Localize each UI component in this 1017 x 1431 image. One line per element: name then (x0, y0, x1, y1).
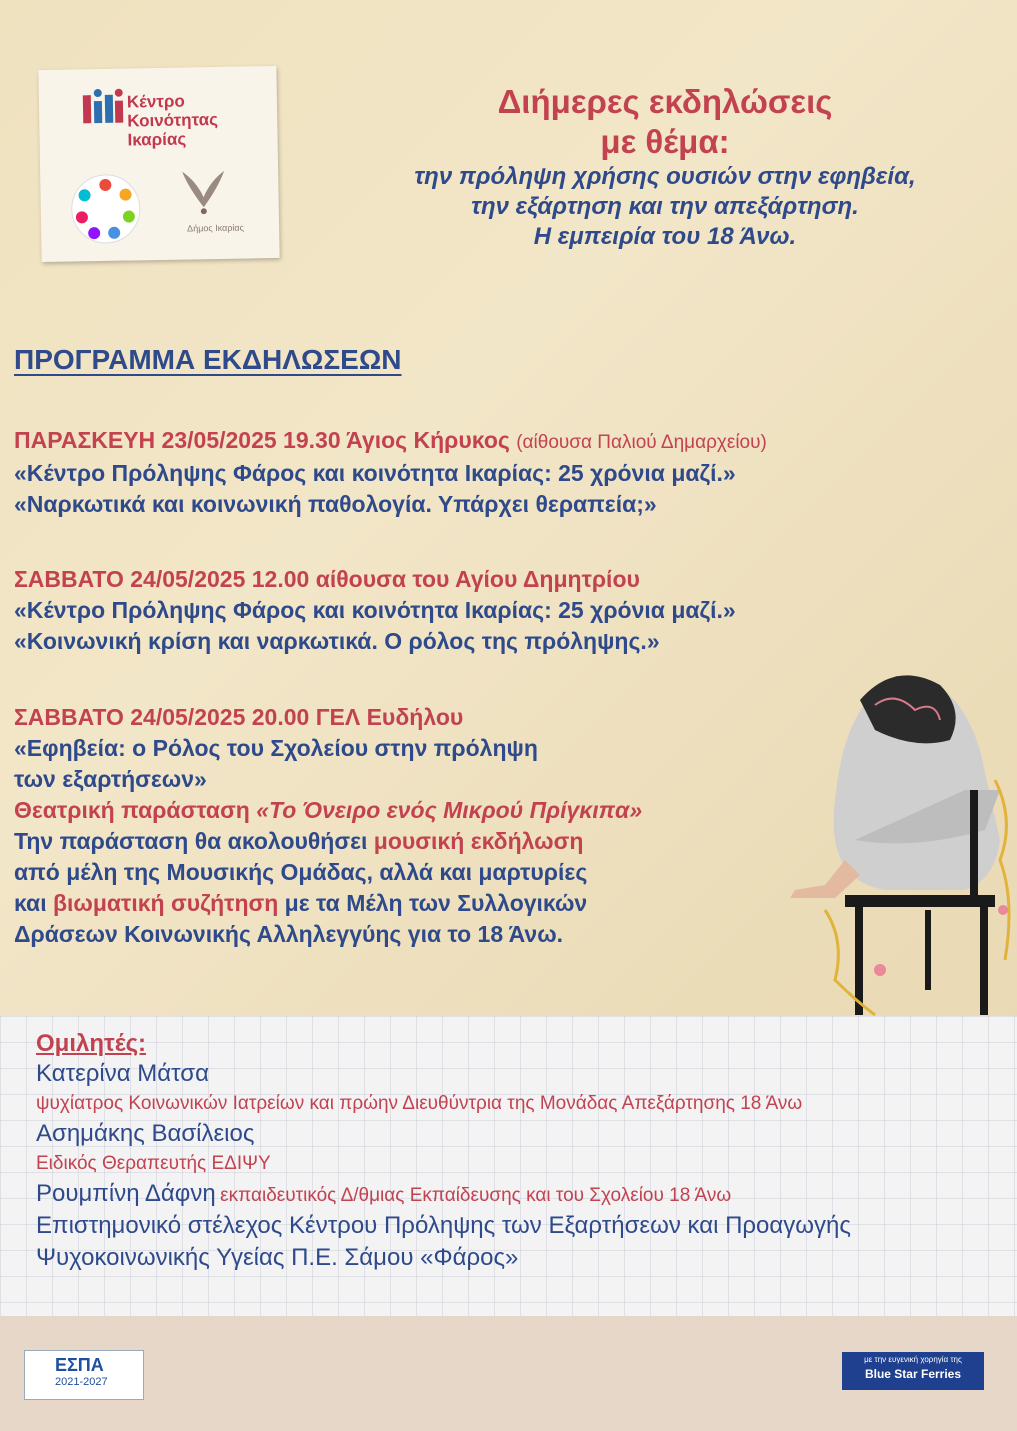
espa-years: 2021-2027 (55, 1376, 108, 1388)
speaker-3-name: Ρουμπίνη Δάφνη (36, 1180, 216, 1207)
speaker-1-name: Κατερίνα Μάτσα (36, 1060, 209, 1087)
event-1-venue: (αίθουσα Παλιού Δημαρχείου) (516, 432, 767, 453)
espa-label: ΕΣΠΑ (55, 1355, 104, 1375)
sitting-figure-illustration (765, 660, 1017, 1020)
speaker-3-line3: Ψυχοκοινωνικής Υγείας Π.Ε. Σάμου «Φάρος» (36, 1244, 519, 1271)
program-title: ΠΡΟΓΡΑΜΜΑ ΕΚΔΗΛΩΣΕΩΝ (14, 344, 402, 375)
event-2-line1: «Κέντρο Πρόληψης Φάρος και κοινότητα Ικαρίας: 25 χρόνια μαζί.» (14, 597, 736, 623)
blue-star-ferries-logo (842, 1352, 984, 1390)
event-1-line2: «Ναρκωτικά και κοινωνική παθολογία. Υπάρχει θεραπεία;» (14, 491, 657, 517)
speaker-2-role: Ειδικός Θεραπευτής ΕΔΙΨΥ (36, 1153, 271, 1174)
event-2-line2: «Κοινωνική κρίση και ναρκωτικά. Ο ρόλος της πρόληψης.» (14, 628, 660, 654)
speaker-3-role: εκπαιδευτικός Δ/θμιας Εκπαίδευσης και του Σχολείου 18 Άνω (220, 1185, 732, 1206)
event-3-theatre-title: «Το Όνειρο ενός Μικρού Πρίγκιπα» (256, 797, 643, 823)
header-line1: Διήμερες εκδηλώσεις (497, 83, 833, 120)
speaker-1-role: ψυχίατρος Κοινωνικών Ιατρείων και πρώην Διευθύντρια της Μονάδας Απεξάρτησης 18 Άνω (36, 1093, 803, 1114)
event-1 (14, 425, 767, 520)
event-3-p3c: με τα Μέλη των Συλλογικών (284, 890, 588, 916)
event-3-p1a: Την παράσταση θα ακολουθήσει (14, 828, 368, 854)
event-2-heading: ΣΑΒΒΑΤΟ 24/05/2025 12.00 αίθουσα του Αγίου Δημητρίου (14, 566, 640, 592)
kentro-line2: Κοινότητας (127, 109, 219, 131)
event-3-line1: «Εφηβεία: ο Ρόλος του Σχολείου στην πρόληψη (14, 735, 538, 761)
kentro-logo-icon (81, 87, 126, 132)
espa-logo (24, 1350, 144, 1400)
speaker-3-line2: Επιστημονικό στέλεχος Κέντρου Πρόληψης των Εξαρτήσεων και Προαγωγής (36, 1212, 851, 1239)
event-3-heading: ΣΑΒΒΑΤΟ 24/05/2025 20.00 ΓΕΛ Ευδήλου (14, 704, 464, 730)
event-3-p1b: μουσική εκδήλωση (373, 828, 584, 854)
kentro-line1: Κέντρο (126, 91, 185, 112)
event-2 (14, 564, 736, 657)
event-3-line2: των εξαρτήσεων» (14, 766, 207, 792)
bsf-label: Blue Star Ferries (864, 1367, 962, 1381)
event-3-p4: Δράσεων Κοινωνικής Αλληλεγγύης για το 18 Άνω. (14, 921, 564, 947)
logo-card (38, 66, 279, 262)
event-1-heading: ΠΑΡΑΣΚΕΥΗ 23/05/2025 19.30 Άγιος Κήρυκος (14, 427, 510, 453)
event-3 (14, 702, 642, 950)
header-line2: με θέμα: (600, 123, 730, 160)
event-3-p3b: βιωματική συζήτηση (52, 890, 279, 916)
event-3-p3a: και (14, 890, 47, 916)
speakers-title: Ομιλητές: (36, 1030, 147, 1057)
header-sub2: την εξάρτηση και την απεξάρτηση. (471, 193, 859, 220)
event-1-line1: «Κέντρο Πρόληψης Φάρος και κοινότητα Ικαρίας: 25 χρόνια μαζί.» (14, 460, 736, 486)
event-3-theatre-label: Θεατρική παράσταση (14, 797, 250, 823)
header-sub1: την πρόληψη χρήσης ουσιών στην εφηβεία, (414, 163, 916, 190)
header-sub3: Η εμπειρία του 18 Άνω. (533, 223, 797, 250)
syllogikes-draseis-logo (68, 172, 143, 245)
dimos-ikarias-label: Δήμος Ικαρίας (187, 222, 245, 234)
kentro-line3: Ικαρίας (127, 129, 187, 150)
speaker-2-name: Ασημάκης Βασίλειος (36, 1120, 255, 1147)
event-3-p2: από μέλη της Μουσικής Ομάδας, αλλά και μαρτυρίες (14, 859, 588, 885)
bsf-small-text: με την ευγενική χορηγία της (864, 1355, 962, 1364)
speakers-section (36, 1030, 851, 1274)
kentro-logo-text (127, 91, 219, 150)
header (330, 82, 1000, 252)
